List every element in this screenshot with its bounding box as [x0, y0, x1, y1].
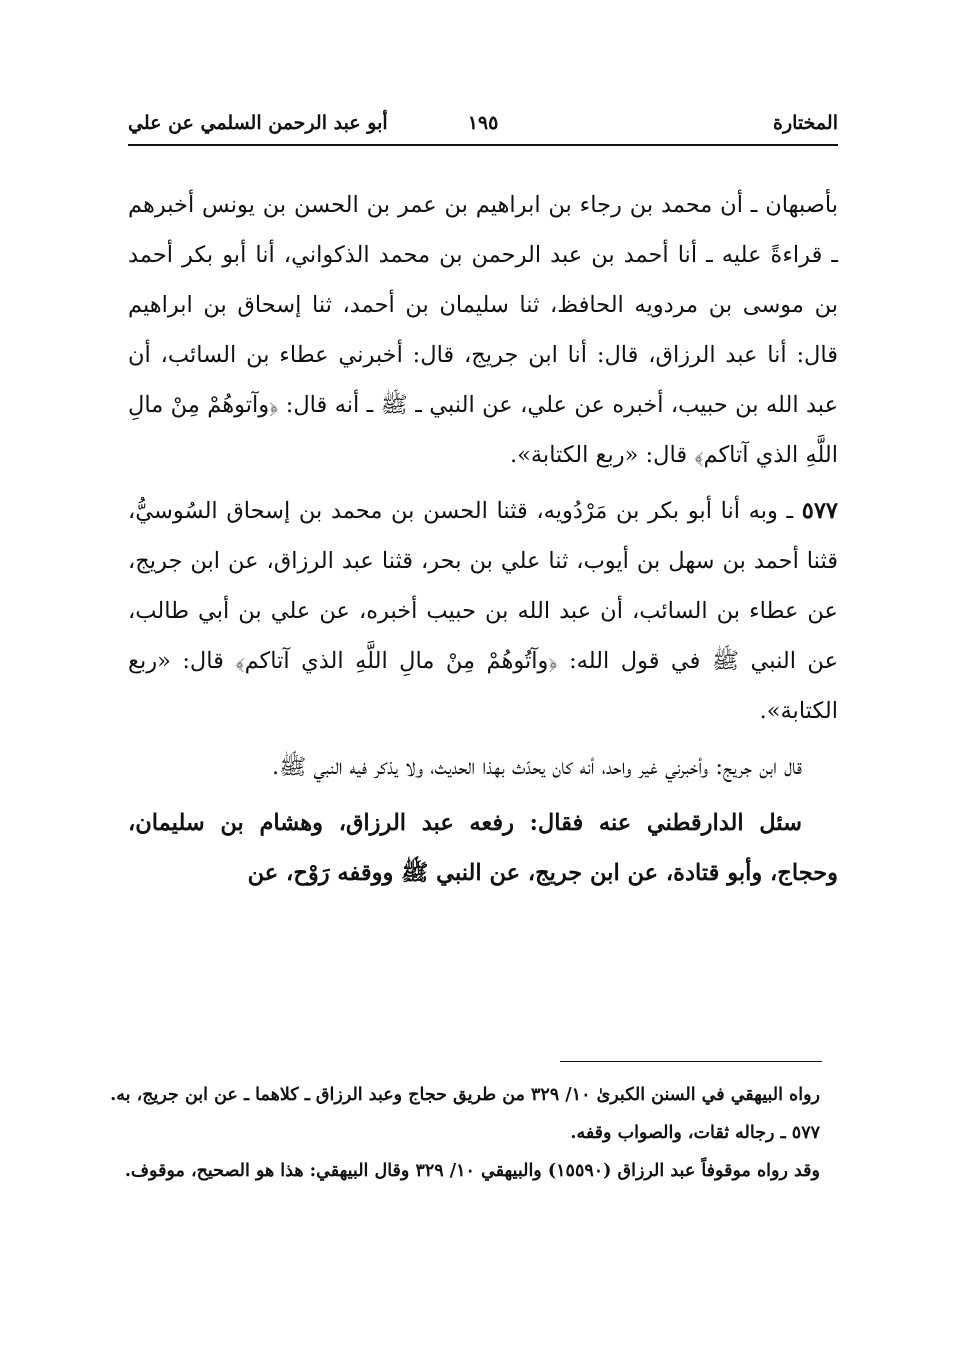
main-text	[128, 180, 838, 898]
footnote-2: ٥٧٧ ـ رجاله ثقات، والصواب وقفه.	[570, 1123, 820, 1143]
hadith-text: ـ وبه أنا أبو بكر بن مَرْدُويه، قثنا الحسن بن محمد بن إسحاق السُوسيُّ، قثنا أحمد بن سهل بن أيوب، ثنا علي بن بحر، قثنا عبد الرزاق، عن ابن جريج، عن عطاء بن السائب، أن عبد الله بن حبيب أخبره، عن علي بن أبي طالب، عن النبي ﷺ في قول الله: ﴿وآتُوهُمْ مِنْ مالِ اللَّهِ الذي آتاكم﴾ قال: «ربع الكتابة».	[128, 498, 838, 724]
chapter-title: أبو عبد الرحمن السلمي عن علي	[128, 112, 388, 134]
page-header	[128, 108, 838, 146]
page-number: ١٩٥	[467, 112, 499, 134]
book-title: المختارة	[773, 112, 838, 134]
footnotes	[108, 1078, 820, 1188]
paragraph-daraqutni: سئل الدارقطني عنه فقال: رفعه عبد الرزاق، وهشام بن سليمان، وحجاج، وأبو قتادة، عن ابن جريج، عن النبي ﷺ ووقفه رَوْح، عن	[128, 810, 838, 886]
paragraph-ibn-jurayj: قال ابن جريج: وأخبرني غير واحد، أنه كان يحدّث بهذا الحديث، ولا يذكر فيه النبي ﷺ.	[271, 754, 802, 780]
footnote-3: وقد رواه موقوفاً عبد الرزاق (١٥٥٩٠) والبيهقي ١٠/ ٣٢٩ وقال البيهقي: هذا هو الصحيح، موقوف.	[124, 1161, 820, 1181]
hadith-577	[128, 486, 838, 736]
paragraph-continuation: بأصبهان ـ أن محمد بن رجاء بن ابراهيم بن عمر بن الحسن بن يونس أخبرهم ـ قراءةً عليه ـ أنا أحمد بن عبد الرحمن بن محمد الذكواني، أنا أبو بكر أحمد بن موسى بن مردويه الحافظ، ثنا سليمان بن أحمد، ثنا إسحاق بن ابراهيم قال: أنا عبد الرزاق، قال: أنا ابن جريج، قال: أخبرني عطاء بن السائب، أن عبد الله بن حبيب، أخبره عن علي، عن النبي ـ ﷺ ـ أنه قال: ﴿وآتوهُمْ مِنْ مالِ اللَّهِ الذي آتاكم﴾ قال: «ربع الكتابة».	[128, 192, 838, 468]
hadith-number: ٥٧٧	[801, 498, 838, 524]
footnote-divider	[560, 1061, 822, 1062]
footnote-1: رواه البيهقي في السنن الكبرىٰ ١٠/ ٣٢٩ من طريق حجاج وعبد الرزاق ـ كلاهما ـ عن ابن جريج، به.	[110, 1085, 820, 1105]
